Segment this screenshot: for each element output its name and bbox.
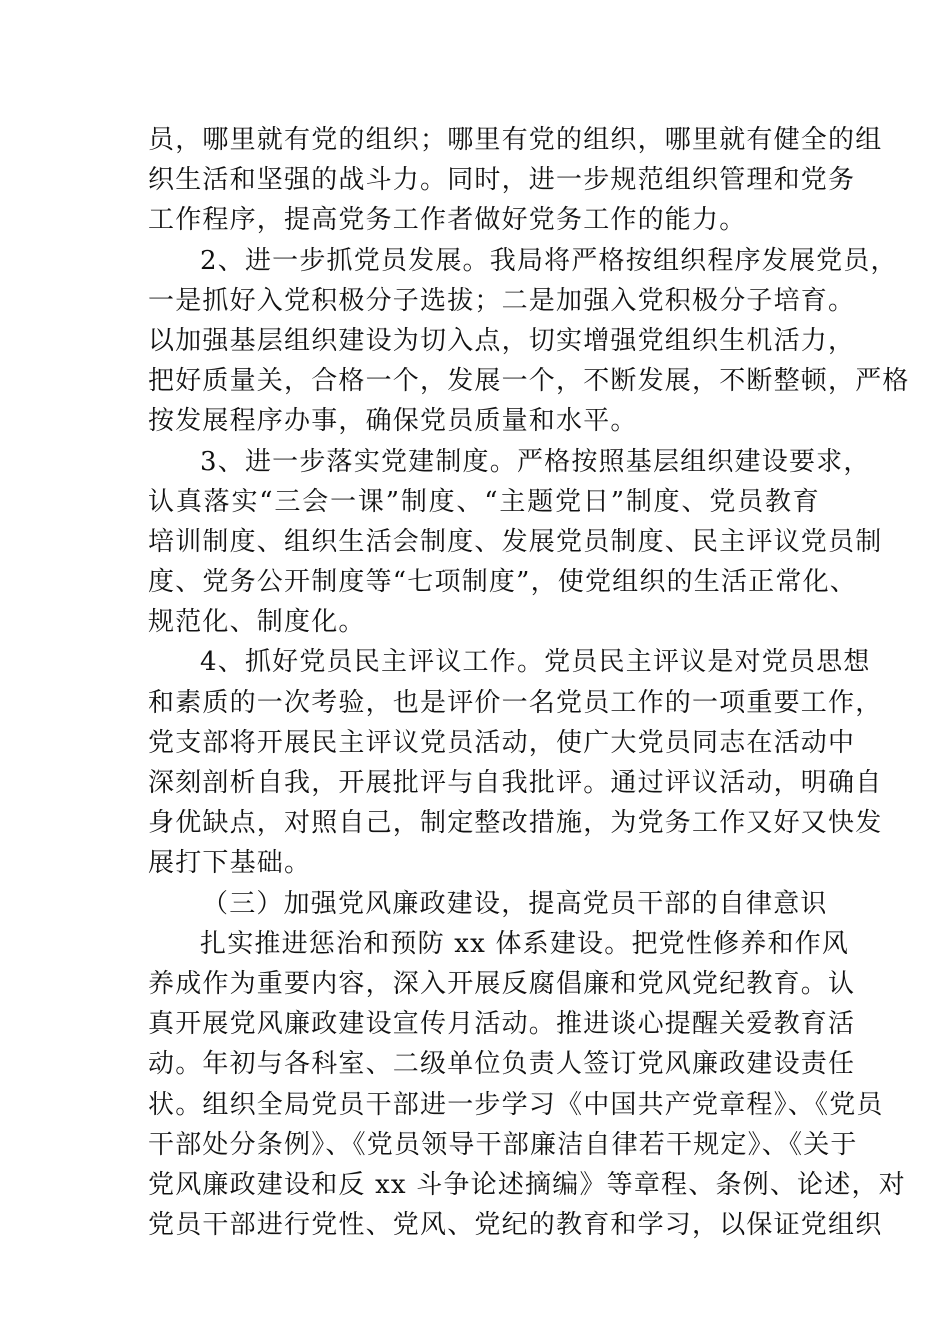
text-line: 深刻剖析自我，开展批评与自我批评。通过评议活动，明确自 <box>148 768 883 798</box>
text-line: 员，哪里就有党的组织；哪里有党的组织，哪里就有健全的组 <box>148 125 883 155</box>
text-line: 和素质的一次考验，也是评价一名党员工作的一项重要工作， <box>148 687 883 718</box>
text-line: 状。组织全局党员干部进一步学习《中国共产党章程》、《党员 <box>148 1089 884 1120</box>
text-line: 展打下基础。 <box>148 848 312 879</box>
text-line: 党风廉政建设和反 xx 斗争论述摘编》等章程、条例、论述，对 <box>148 1169 906 1200</box>
text-line: 干部处分条例》、《党员领导干部廉洁自律若干规定》、《关于 <box>148 1129 858 1160</box>
text-line: 党支部将开展民主评议党员活动，使广大党员同志在活动中 <box>148 727 856 758</box>
text-line: 认真落实“三会一课”制度、“主题党日”制度、党员教育 <box>148 486 820 517</box>
text-line: 2、进一步抓党员发展。我局将严格按组织程序发展党员， <box>200 245 898 276</box>
text-line: 培训制度、组织生活会制度、发展党员制度、民主评议党员制 <box>148 526 883 557</box>
text-line: 养成作为重要内容，深入开展反腐倡廉和党风党纪教育。认 <box>148 968 856 999</box>
text-line: 以加强基层组织建设为切入点，切实增强党组织生机活力， <box>148 325 856 356</box>
text-line: 身优缺点，对照自己，制定整改措施，为党务工作又好又快发 <box>148 808 883 839</box>
text-line: 度、党务公开制度等“七项制度”，使党组织的生活正常化、 <box>148 567 857 598</box>
text-line: 4、抓好党员民主评议工作。党员民主评议是对党员思想 <box>200 647 871 678</box>
text-line: 动。年初与各科室、二级单位负责人签订党风廉政建设责任 <box>148 1049 856 1080</box>
text-line: 织生活和坚强的战斗力。同时，进一步规范组织管理和党务 <box>148 165 856 196</box>
text-line: 一是抓好入党积极分子选拔；二是加强入党积极分子培育。 <box>148 285 856 316</box>
text-line: 把好质量关，合格一个，发展一个，不断发展，不断整顿，严格 <box>148 366 910 397</box>
text-line: 工作程序，提高党务工作者做好党务工作的能力。 <box>148 205 747 236</box>
text-line: 3、进一步落实党建制度。严格按照基层组织建设要求， <box>200 446 871 477</box>
text-line: 真开展党风廉政建设宣传月活动。推进谈心提醒关爱教育活 <box>148 1009 856 1040</box>
text-line: 按发展程序办事，确保党员质量和水平。 <box>148 406 638 437</box>
text-line: 党员干部进行党性、党风、党纪的教育和学习，以保证党组织 <box>148 1210 883 1241</box>
document-body <box>148 120 910 1245</box>
text-line: 规范化、制度化。 <box>148 607 366 638</box>
section-heading: （三）加强党风廉政建设，提高党员干部的自律意识 <box>202 888 828 919</box>
text-line: 扎实推进惩治和预防 xx 体系建设。把党性修养和作风 <box>200 928 850 959</box>
